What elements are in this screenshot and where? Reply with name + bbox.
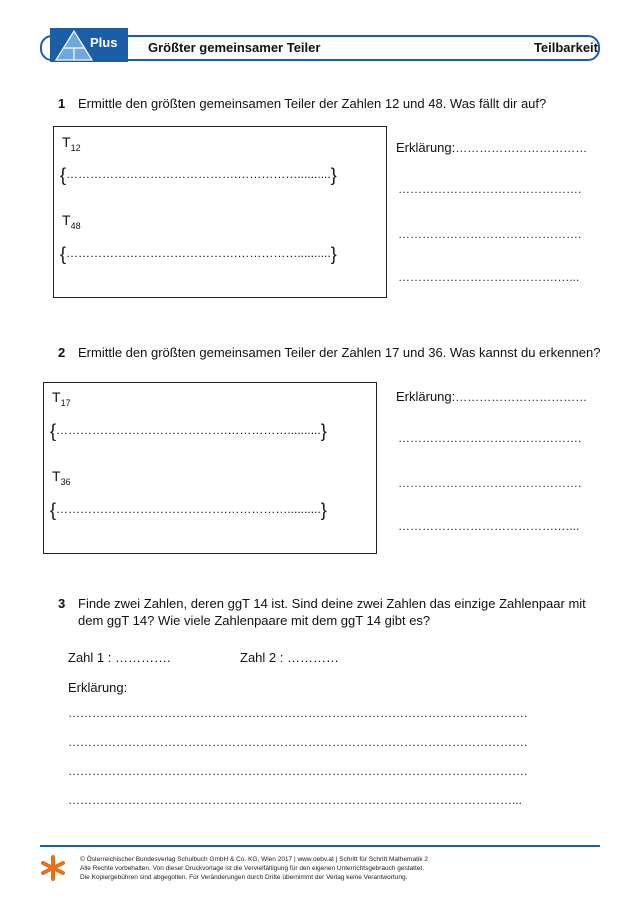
task-1-explanation-line[interactable]: ………………………………….…... bbox=[398, 270, 580, 284]
task-2-set-a-label: $T_{17}$ bbox=[52, 389, 71, 408]
publisher-asterisk-icon bbox=[40, 855, 66, 881]
page-title: Größter gemeinsamer Teiler bbox=[148, 40, 321, 55]
task-3-number-2-field[interactable]: Zahl 2 : ………… bbox=[240, 650, 339, 665]
page-topic: Teilbarkeit bbox=[533, 40, 598, 55]
task-2-answer-box bbox=[43, 382, 377, 554]
task-1-number: 1 bbox=[58, 96, 66, 111]
task-2-explanation-line[interactable]: ………………………………………. bbox=[398, 431, 582, 445]
task-2-text: Ermittle den größten gemeinsamen Teiler der Zahlen 17 und 36. Was kannst du erkennen? bbox=[78, 345, 601, 360]
task-1-explanation-line[interactable]: ………………………………………. bbox=[398, 227, 582, 241]
footer-line: Die Kopiergebühren sind abgegolten. Für Veränderungen durch Dritte übernimmt der Verlag keine Verantwortung. bbox=[80, 874, 408, 881]
task-3-explanation-line[interactable]: ……………………………………………………………………………………………………. bbox=[68, 706, 528, 720]
task-2-explanation-label: Erklärung:…………………………… bbox=[396, 389, 588, 404]
task-3-explanation-line[interactable]: ……………………………………………………………………………………………………. bbox=[68, 735, 528, 749]
task-1-set-a-label: $T_{12}$ bbox=[62, 134, 81, 153]
task-3-text-line1: Finde zwei Zahlen, deren ggT 14 ist. Sind deine zwei Zahlen das einzige Zahlenpaar mit bbox=[78, 596, 586, 611]
logo-label: Plus bbox=[90, 35, 118, 50]
footer-line: Alle Rechte vorbehalten. Von dieser Druckvorlage ist die Vervielfältigung für den eigenen Unterrichtsgebrauch gestattet. bbox=[80, 865, 424, 872]
task-3-text-line2: dem ggT 14? Wie viele Zahlenpaare mit dem ggT 14 gibt es? bbox=[78, 613, 431, 628]
footer-copyright bbox=[80, 855, 560, 882]
task-3-number-1-field[interactable]: Zahl 1 : …………. bbox=[68, 650, 171, 665]
task-1-set-a-field[interactable]: {…………………………………….……………..........} bbox=[60, 165, 337, 185]
task-3-explanation-label: Erklärung: bbox=[68, 680, 128, 695]
task-2-explanation-line[interactable]: ………………………………………. bbox=[398, 476, 582, 490]
task-2-set-b-label: $T_{36}$ bbox=[52, 468, 71, 487]
task-2-set-b-field[interactable]: {…………………………………….……………..........} bbox=[50, 500, 327, 520]
task-3-explanation-line[interactable]: …………………………………………………………………………………………………... bbox=[68, 793, 523, 807]
task-2-number: 2 bbox=[58, 345, 66, 360]
task-3-number: 3 bbox=[58, 596, 66, 611]
task-1-text: Ermittle den größten gemeinsamen Teiler der Zahlen 12 und 48. Was fällt dir auf? bbox=[78, 96, 547, 111]
task-2-set-a-field[interactable]: {…………………………………….……………..........} bbox=[50, 421, 327, 441]
task-3-explanation-line[interactable]: ……………………………………………………………………………………………………. bbox=[68, 764, 528, 778]
task-1-explanation-label: Erklärung:…………………………… bbox=[396, 140, 588, 155]
task-1-set-b-label: $T_{48}$ bbox=[62, 212, 81, 231]
task-1-set-b-field[interactable]: {…………………………………….……………..........} bbox=[60, 244, 337, 264]
task-2-explanation-line[interactable]: ………………………………….…... bbox=[398, 519, 580, 533]
footer-divider bbox=[40, 845, 600, 847]
task-1-explanation-line[interactable]: ………………………………………. bbox=[398, 182, 582, 196]
footer-line: © Österreichischer Bundesverlag Schulbuch GmbH & Co. KG, Wien 2017 | www.oebv.at | Schritt für Schritt Mathematik 2 bbox=[80, 856, 428, 863]
task-1-answer-box bbox=[53, 126, 387, 298]
